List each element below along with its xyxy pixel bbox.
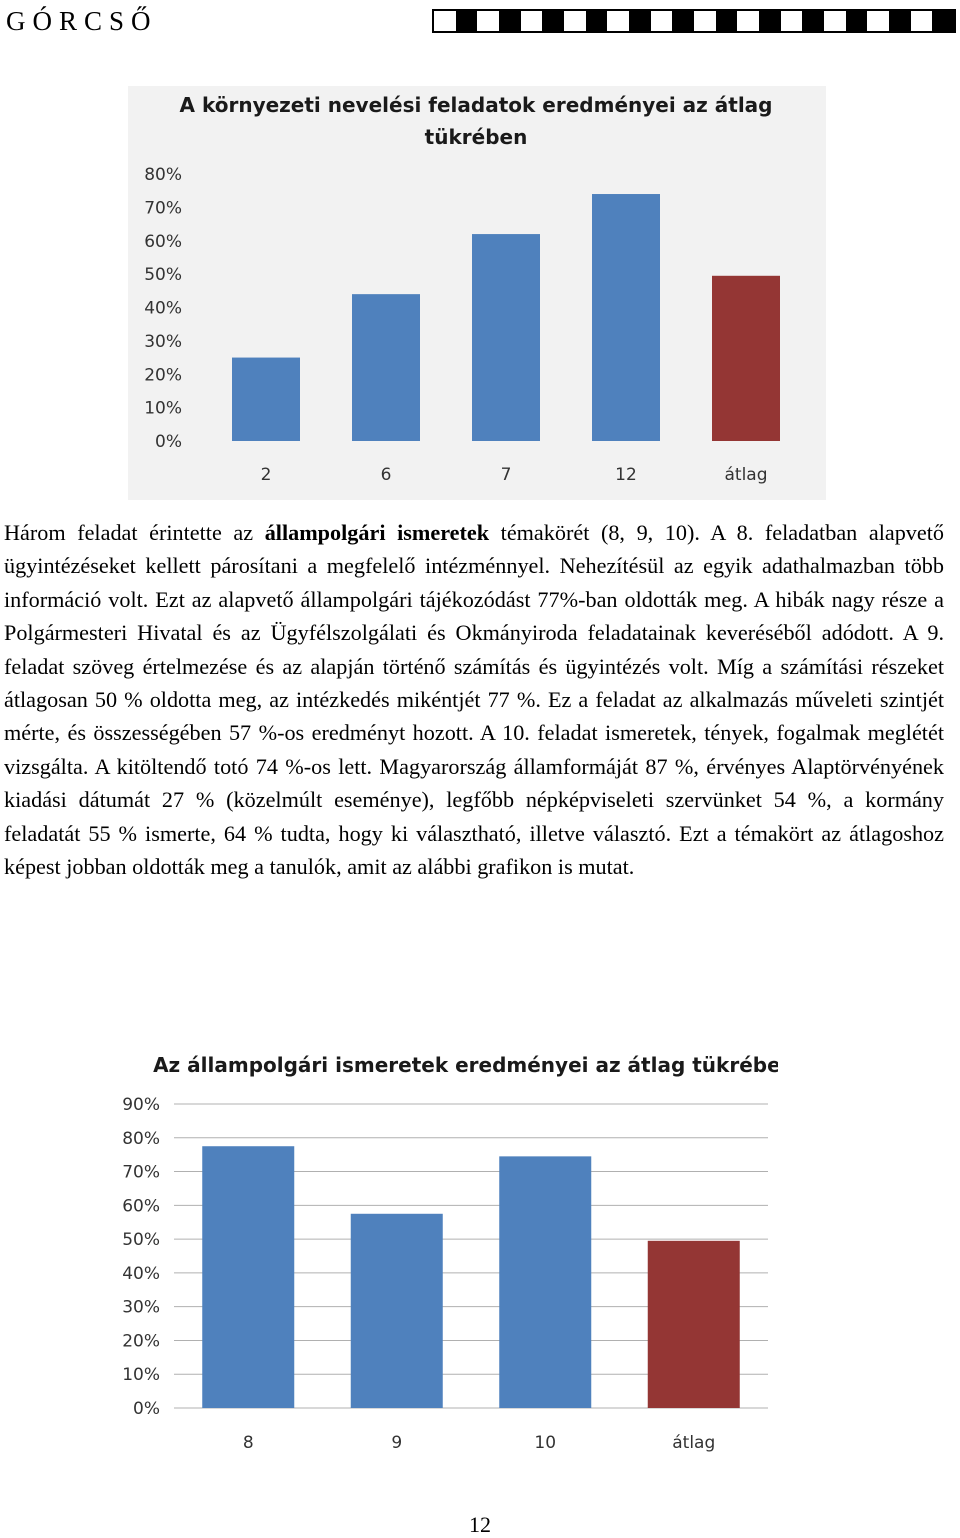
bar xyxy=(472,234,540,441)
page-number: 12 xyxy=(469,1512,491,1537)
chart-title: tükrében xyxy=(424,125,528,149)
y-tick-label: 70% xyxy=(122,1162,160,1183)
body-text-rest: témakörét (8, 9, 10). A 8. feladatban alapvető ügyintézéseket kellett párosítani a megfelelő intézménnyel. Nehezítésül az egyik adathalmazban több információ volt. Ezt az alapvető állampolgári tájékozódást 77%-ban oldották meg. A hibák nagy része a Polgármesteri Hivatal és az Ügyfélszolgálati és Okmányiroda feladatainak keveréséből adódott. A 9. feladat szöveg értelmezése és az alapján történő számítás és ügyintézés volt. Míg a számítási részeket átlagosan 50 % oldotta meg, az intézkedés mikéntjét 77 %. Ez a feladat az alkalmazás műveleti szintjét mérte, és összességében 57 %-os eredményt hozott. A 10. feladat ismeretek, tények, fogalmak meglétét vizsgálta. A kitöltendő totó 74 %-os lett. Magyarország államformáját 87 %, érvényes Alaptörvényének kiadási dátumát 27 % (közelmúlt eseménye), legfőbb népképviseleti szervünket 54 %, a kormány feladatát 55 % ismerte, 64 % tudta, hogy ki választható, illetve választó. Ezt a témakört az átlagoshoz képest jobban oldották meg a tanulók, amit az alábbi grafikon is mutat. xyxy=(4,520,944,880)
x-tick-label: 12 xyxy=(615,465,637,485)
bar xyxy=(351,1214,443,1408)
bar xyxy=(592,194,660,441)
y-tick-label: 40% xyxy=(144,298,182,319)
bar xyxy=(499,1156,591,1408)
chart-environment-svg xyxy=(128,86,826,500)
y-tick-label: 30% xyxy=(122,1297,160,1318)
bar xyxy=(352,294,420,441)
y-tick-label: 10% xyxy=(144,398,182,419)
x-tick-label: 9 xyxy=(391,1433,403,1453)
y-tick-label: 60% xyxy=(122,1196,160,1217)
x-tick-label: átlag xyxy=(724,465,768,485)
x-tick-label: 10 xyxy=(534,1433,557,1453)
chart-environment xyxy=(128,86,826,500)
bar xyxy=(202,1146,294,1408)
y-tick-label: 50% xyxy=(122,1230,160,1251)
body-text-bold: állampolgári ismeretek xyxy=(264,520,490,545)
y-tick-label: 60% xyxy=(144,231,182,252)
chart-civics xyxy=(118,1046,778,1458)
bar xyxy=(648,1241,740,1408)
header-pattern xyxy=(432,9,956,33)
y-tick-label: 40% xyxy=(122,1263,160,1284)
y-tick-label: 10% xyxy=(122,1365,160,1386)
body-text-lead: Három feladat érintette az xyxy=(4,520,265,545)
bar xyxy=(712,276,780,441)
x-tick-label: átlag xyxy=(672,1433,716,1453)
chart-title: Az állampolgári ismeretek eredményei az átlag tükrében xyxy=(153,1053,778,1077)
chart-civics-svg xyxy=(118,1046,778,1458)
body-paragraph xyxy=(4,516,944,883)
y-tick-label: 80% xyxy=(144,165,182,185)
header-title: GÓRCSŐ xyxy=(6,6,158,36)
x-tick-label: 7 xyxy=(500,465,512,485)
x-tick-label: 8 xyxy=(242,1433,254,1453)
y-tick-label: 90% xyxy=(122,1095,160,1115)
y-tick-label: 30% xyxy=(144,331,182,352)
y-tick-label: 70% xyxy=(144,198,182,219)
y-tick-label: 20% xyxy=(122,1331,160,1352)
x-tick-label: 2 xyxy=(260,465,272,485)
x-tick-label: 6 xyxy=(380,465,392,485)
bar xyxy=(232,358,300,441)
chart-title: A környezeti nevelési feladatok eredményei az átlag xyxy=(179,93,773,117)
y-tick-label: 20% xyxy=(144,365,182,386)
y-tick-label: 80% xyxy=(122,1128,160,1149)
y-tick-label: 0% xyxy=(133,1399,160,1419)
y-tick-label: 0% xyxy=(155,432,182,452)
y-tick-label: 50% xyxy=(144,265,182,286)
